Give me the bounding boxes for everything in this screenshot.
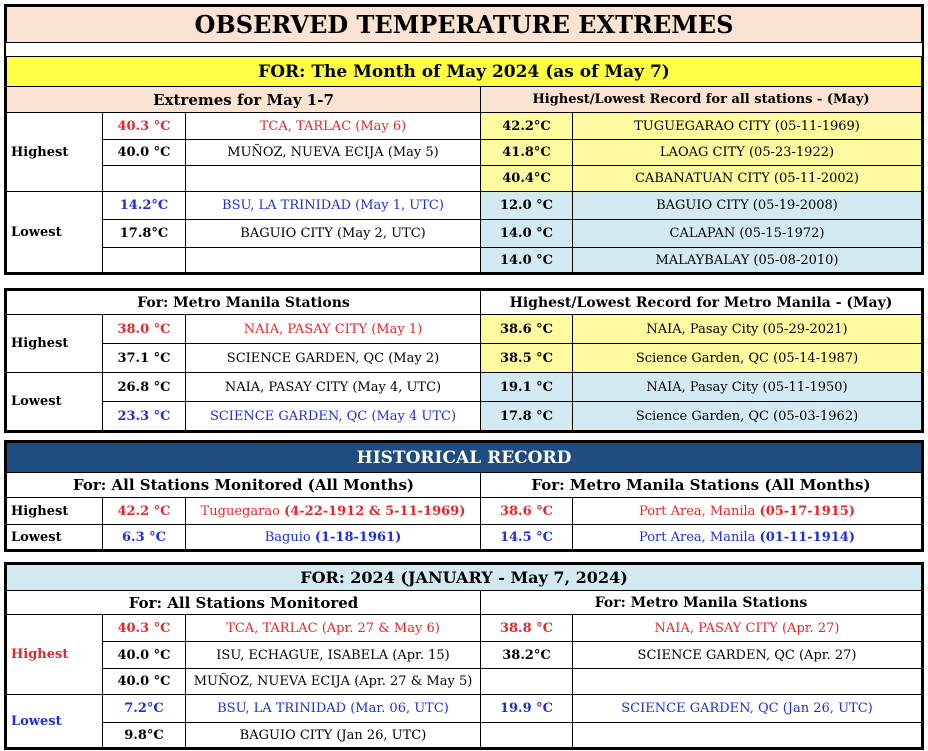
record-temp: 38.8 °C	[481, 615, 573, 642]
temp-value: 6.3 °C	[103, 525, 186, 550]
record-station: LAOAG CITY (05-23-1922)	[573, 140, 922, 166]
metro-right-header: Highest/Lowest Record for Metro Manila - (May)	[481, 291, 922, 315]
station-name	[186, 248, 481, 273]
historical-left-header: For: All Stations Monitored (All Months)	[7, 473, 481, 498]
highest-label: Highest	[7, 498, 103, 525]
lowest-label: Lowest	[7, 373, 103, 431]
record-temp: 14.5 °C	[481, 525, 573, 550]
temp-value	[103, 166, 186, 192]
station-name	[186, 166, 481, 192]
record-temp: 38.6 °C	[481, 315, 573, 344]
month-heading: FOR: The Month of May 2024 (as of May 7)	[7, 57, 922, 87]
temp-value: 40.0 °C	[103, 669, 186, 695]
year-2024-table	[6, 564, 922, 748]
record-station	[573, 498, 922, 525]
lowest-label: Lowest	[7, 695, 103, 748]
month-right-header: Highest/Lowest Record for all stations - (May)	[481, 87, 922, 113]
temp-value: 38.0 °C	[103, 315, 186, 344]
record-station: CALAPAN (05-15-1972)	[573, 220, 922, 248]
may-extremes-block	[4, 4, 924, 275]
record-station	[573, 723, 922, 748]
record-date: (01-11-1914)	[759, 529, 856, 545]
station-name: MUÑOZ, NUEVA ECIJA (Apr. 27 & May 5)	[186, 669, 481, 695]
station-name	[186, 525, 481, 550]
temp-value: 40.0 °C	[103, 140, 186, 166]
record-temp: 38.5 °C	[481, 344, 573, 373]
record-station: SCIENCE GARDEN, QC (Apr. 27)	[573, 642, 922, 669]
record-date: (1-18-1961)	[314, 529, 402, 545]
station-name: NAIA, PASAY CITY (May 4, UTC)	[186, 373, 481, 402]
temp-value: 23.3 °C	[103, 402, 186, 431]
station-name	[186, 498, 481, 525]
station-place: Port Area, Manila	[638, 529, 760, 545]
record-temp	[481, 669, 573, 695]
record-date: (4-22-1912 & 5-11-1969)	[284, 503, 466, 519]
record-temp: 41.8°C	[481, 140, 573, 166]
record-station: CABANATUAN CITY (05-11-2002)	[573, 166, 922, 192]
metro-manila-block	[4, 288, 924, 433]
record-temp: 14.0 °C	[481, 248, 573, 273]
record-temp: 14.0 °C	[481, 220, 573, 248]
highest-label: Highest	[7, 615, 103, 695]
historical-right-header: For: Metro Manila Stations (All Months)	[481, 473, 922, 498]
record-station: SCIENCE GARDEN, QC (Jan 26, UTC)	[573, 695, 922, 723]
record-date: (05-17-1915)	[759, 503, 856, 519]
temp-value: 42.2 °C	[103, 498, 186, 525]
record-temp: 12.0 °C	[481, 192, 573, 220]
historical-table	[6, 442, 922, 550]
highest-label: Highest	[7, 113, 103, 192]
temp-value: 40.3 °C	[103, 113, 186, 140]
record-temp: 17.8 °C	[481, 402, 573, 431]
record-temp	[481, 723, 573, 748]
record-station	[573, 525, 922, 550]
highest-label: Highest	[7, 315, 103, 373]
year-right-header: For: Metro Manila Stations	[481, 591, 922, 615]
year-left-header: For: All Stations Monitored	[7, 591, 481, 615]
station-name: ISU, ECHAGUE, ISABELA (Apr. 15)	[186, 642, 481, 669]
record-temp: 42.2°C	[481, 113, 573, 140]
historical-heading: HISTORICAL RECORD	[7, 443, 922, 473]
record-station: BAGUIO CITY (05-19-2008)	[573, 192, 922, 220]
station-name: BAGUIO CITY (May 2, UTC)	[186, 220, 481, 248]
record-station	[573, 669, 922, 695]
temp-value: 37.1 °C	[103, 344, 186, 373]
temp-value	[103, 248, 186, 273]
station-name: BSU, LA TRINIDAD (May 1, UTC)	[186, 192, 481, 220]
temp-value: 26.8 °C	[103, 373, 186, 402]
record-station: Science Garden, QC (05-14-1987)	[573, 344, 922, 373]
record-temp: 38.2°C	[481, 642, 573, 669]
record-temp: 19.9 °C	[481, 695, 573, 723]
record-temp: 40.4°C	[481, 166, 573, 192]
temp-value: 40.0 °C	[103, 642, 186, 669]
station-name: SCIENCE GARDEN, QC (May 2)	[186, 344, 481, 373]
may-extremes-table	[6, 6, 922, 273]
station-name: SCIENCE GARDEN, QC (May 4 UTC)	[186, 402, 481, 431]
temp-value: 7.2°C	[103, 695, 186, 723]
temp-value: 14.2°C	[103, 192, 186, 220]
record-station: MALAYBALAY (05-08-2010)	[573, 248, 922, 273]
metro-left-header: For: Metro Manila Stations	[7, 291, 481, 315]
record-station: NAIA, PASAY CITY (Apr. 27)	[573, 615, 922, 642]
record-temp: 38.6 °C	[481, 498, 573, 525]
year-heading: FOR: 2024 (JANUARY - May 7, 2024)	[7, 565, 922, 591]
temp-value: 17.8°C	[103, 220, 186, 248]
historical-block	[4, 440, 924, 552]
station-name: NAIA, PASAY CITY (May 1)	[186, 315, 481, 344]
month-left-header: Extremes for May 1-7	[7, 87, 481, 113]
record-station: TUGUEGARAO CITY (05-11-1969)	[573, 113, 922, 140]
station-name: BAGUIO CITY (Jan 26, UTC)	[186, 723, 481, 748]
temp-value: 9.8°C	[103, 723, 186, 748]
record-station: NAIA, Pasay City (05-29-2021)	[573, 315, 922, 344]
station-place: Baguio	[264, 529, 315, 545]
station-name: TCA, TARLAC (Apr. 27 & May 6)	[186, 615, 481, 642]
temp-value: 40.3 °C	[103, 615, 186, 642]
record-station: NAIA, Pasay City (05-11-1950)	[573, 373, 922, 402]
lowest-label: Lowest	[7, 192, 103, 273]
station-name: BSU, LA TRINIDAD (Mar. 06, UTC)	[186, 695, 481, 723]
lowest-label: Lowest	[7, 525, 103, 550]
station-place: Tuguegarao	[200, 503, 285, 519]
station-place: Port Area, Manila	[638, 503, 760, 519]
page-title: OBSERVED TEMPERATURE EXTREMES	[7, 7, 922, 43]
year-2024-block	[4, 562, 924, 750]
station-name: TCA, TARLAC (May 6)	[186, 113, 481, 140]
record-temp: 19.1 °C	[481, 373, 573, 402]
metro-manila-table	[6, 290, 922, 431]
spacer	[7, 43, 922, 57]
record-station: Science Garden, QC (05-03-1962)	[573, 402, 922, 431]
station-name: MUÑOZ, NUEVA ECIJA (May 5)	[186, 140, 481, 166]
